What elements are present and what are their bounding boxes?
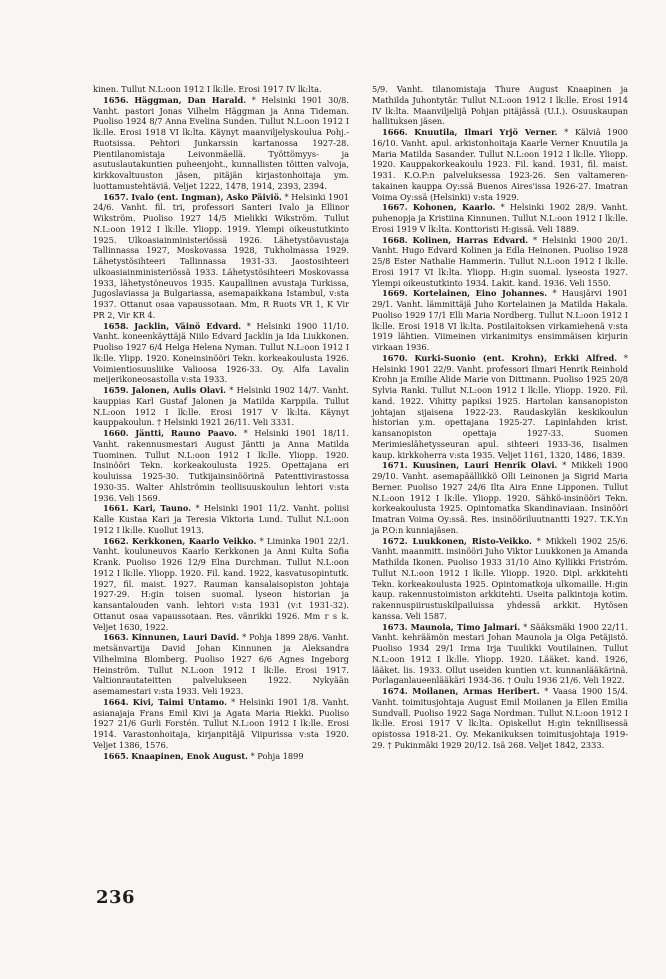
entry-text: * Hausjärvi 1901 29/1. Vanht. lämmittäjä Juho Kortelainen ja Matilda Hakala. Puoliso 1929 17/1 Elli Maria Nordberg. Tullut N.L:oon 1912 I lk:lle. Erosi 1918 VI lk:lta. Postilaitoksen virkamiehenä v:sta 1919 lähtien. Viimeinen virkanimitys ensimmäisen kirjurin virkaan 1936. [372, 288, 629, 352]
entry [93, 751, 349, 762]
entry-number: 1664. [103, 696, 129, 707]
entry-head: Kurki-Suonio (ent. Krohn), Erkki Alfred. [414, 352, 618, 363]
entry-number: 1659. [103, 385, 129, 395]
entry-number: 1656. [103, 94, 129, 105]
entry-text: * Sääksmäki 1900 22/11. Vanht. kehräämön mestari Johan Maunola ja Olga Petäjistö. Puoliso 1934 29/1 Irma Irja Tuulikki Voutilainen. Tullut N.L:oon 1912 I lk:lle. Yliopp. 1920. Lääket. kand. 1926, lääket. lis. 1933. Ollut useiden kuntien v.t. kunnanlääkärinä. Porlaganlaueenlääkäri 1934-36. † Oulu 1936 21/6. Veli 1922. [372, 621, 628, 686]
entry-text: * Helsinki 1901 30/8. Vanht. pastori Jonas Vilhelm Häggman ja Anna Tideman. Puoliso 1924 8/7 Anna Evelina Sunden. Tullut N.L:oon 1912 I lk:lle. Erosi 1918 VI lk:lta. Käynyt maanviljelyskoulua Pohj.-Ruotsissa. Pehtori Junkarssin kartanossa 1927-28. Pientilanomistaja Leivonmäellä. Työttömyys- ja asutuslautakuntien puheenjoht., kunnallisten töitten valvoja, kirkkovaltuuston jäsen, pitäjän kirjastonhoitaja ym. luottamustehtäviä. Veljet 1222, 1478, 1914, 2393, 2394. [93, 94, 349, 191]
entry [93, 428, 349, 503]
entry-head: Knaapinen, Enok August. [131, 750, 248, 761]
entry-head: Jacklin, Väinö Edvard. [134, 320, 242, 331]
entry-continuation [372, 84, 628, 127]
entry-number: 1665. [103, 750, 129, 761]
entry [93, 95, 349, 192]
entry-text: * Helsinki 1902 14/7. Vanht. kauppias Karl Gustaf Jalonen ja Matilda Karppila. Tullut N.L:oon 1912 I lk:lle. Erosi 1917 V lk:lta. Käynyt kauppakoulun. † Helsinki 1921 26/11. Veli 3331. [93, 385, 349, 428]
entry [372, 622, 628, 687]
entry-head: Moilanen, Armas Heribert. [412, 686, 540, 696]
entry-number: 1660. [103, 428, 129, 438]
entry [372, 353, 628, 461]
entry-head: Ivalo (ent. Ingman), Asko Päiviö. [131, 191, 282, 202]
entry-text: 5/9. Vanht. tilanomistaja Thure August Knaapinen ja Mathilda Juhontytär. Tullut N.L:oon 1912 I lk:lle. Erosi 1914 IV lk:lta. Maanviljelijä Pohjan pitäjässä (U.I.). Osuuskaupan hallituksen jäsen. [372, 84, 628, 127]
entry-head: Kuusinen, Lauri Henrik Olavi. [412, 460, 558, 471]
entry-head: Kari, Tauno. [133, 503, 192, 514]
entry-number: 1674. [382, 686, 408, 696]
entry [93, 697, 349, 751]
entry-number: 1662. [103, 535, 129, 546]
entry-text: * Helsinki 1901 18/11. Vanht. rakennusmestari August Jäntti ja Anna Matilda Tuominen. Tullut N.L:oon 1912 I lk:lle. Yliopp. 1920. Insinööri Tekn. korkeakoulusta 1925. Opettajana eri kouluissa 1925-30. Tutkijainsinöörinä Patenttivirastossa 1930-35. Walter Ahlströmin teollisuuskoulun lehtori v:sta 1936. Veli 1569. [93, 428, 350, 503]
entry-head: Häggman, Dan Harald. [134, 94, 247, 105]
entry-text: * Vaasa 1900 15/4. Vanht. toimitusjohtaja August Emil Moilanen ja Ellen Emilia Sundvall. Puoliso 1922 Saga Nordman. Tullut N.L:oon 1912 I lk:lle. Erosi 1917 V lk:lta. Opiskellut H:gin teknillisessä opistossa 1918-21. Oy. Mekanikuksen toimitusjohtaja 1919-29. † Pukinmäki 1929 20/12. Isä 268. Veljet 1842, 2333. [372, 686, 629, 750]
entry-head: Kerkkonen, Kaarlo Veikko. [131, 535, 257, 546]
entry-number: 1672. [382, 535, 408, 546]
entry-text: * Helsinki 1901 1/8. Vanht. asianajaja Frans Emil Kivi ja Agata Maria Riekki. Puoliso 1927 21/6 Gurli Forstén. Tullut N.L:oon 1912 I lk:lle. Erosi 1914. Varastonhoitaja, kirjanpitäjä Viipurissa v:sta 1920. Veljet 1386, 1576. [93, 696, 350, 750]
entry-text: * Helsinki 1901 22/9. Vanht. professori Ilmari Henrik Reinhold Krohn ja Emilie Alide Marie von Dittmann. Puoliso 1925 20/8 Sylvia Ranki. Tullut N.L:oon 1912 I lk:lle. Yliopp. 1920. Fil. kand. 1922. Vihitty papiksi 1925. Hartolan kansanopiston johtajan sijaisena 1922-23. Raudaskylän keskikoulun historian y.m. opettajana 1925-27. Lapinlahden krist. kansanopiston opettaja 1927-33. Suomen Merimieslähetysseuran apul. sihteeri 1933-36, Iisalmen kaup. kirkkoherra v:sta 1935. Veljet 1161, 1320, 1486, 1839. [372, 352, 628, 460]
entry-text: * Helsinki 1901 11/2. Vanht. poliisi Kalle Kustaa Kari ja Teresia Viktoria Lund. Tullut N.L:oon 1912 I lk:lle. Kuollut 1913. [93, 503, 349, 535]
left-column [93, 84, 349, 761]
entry-text: * Liminka 1901 22/1. Vanht. kouluneuvos Kaarlo Kerkkonen ja Anni Kulta Sofia Krank. Puoliso 1926 12/9 Elna Durchman. Tullut N.L:oon 1912 I lk:lle. Yliopp. 1920. Fil. kand. 1922, kasvatusopintutk. 1927, fil. maist. 1927. Rauman kansalaisopiston johtaja 1927-29. H:gin toisen suomal. lyseon historian ja kansantalouden vanh. lehtori v:sta 1931 (v:t 1931-32). Ottanut osaa vapaussotaan. Res. vänrikki 1926. Mm r s k. Veljet 1630, 1922. [93, 535, 350, 632]
entry-head: Kinnunen, Lauri David. [131, 632, 240, 643]
entry-number: 1673. [382, 621, 408, 632]
entry-text: * Helsinki 1900 20/1. Vanht. Hugo Edvard Kolinen ja Edla Heinonen. Puoliso 1928 25/8 Ester Nathalie Hammerin. Tullut N.L:oon 1912 I lk:lle. Erosi 1917 VI lk:lta. Yliopp. H:gin suomal. lyseosta 1927. Ylempi oikeustutkinto 1934. Lakit. kand. 1936. Veli 1550. [372, 234, 628, 288]
right-column [372, 84, 628, 751]
entry [93, 536, 349, 633]
entry-number: 1669. [382, 288, 408, 299]
entry-head: Kolinen, Harras Edvard. [412, 234, 529, 245]
entry-head: Knuutila, Ilmari Yrjö Verner. [414, 127, 558, 137]
entry-number: 1663. [103, 632, 129, 643]
entry-number: 1657. [103, 191, 129, 202]
entry-head: Jäntti, Rauno Paavo. [135, 428, 237, 438]
entry [93, 632, 349, 697]
entry-continuation [93, 84, 349, 95]
entry [93, 385, 349, 428]
entry-head: Kohonen, Kaarlo. [412, 202, 496, 213]
entry-head: Kortelainen, Eino Johannes. [412, 288, 548, 299]
entry [372, 235, 628, 289]
entry-text: * Helsinki 1902 28/9. Vanht. puhenopja ja Kristiina Kinnunen. Tullut N.L:oon 1912 I lk:lle. Erosi 1919 V lk:lta. Konttoristi H:gissä. Veli 1889. [372, 202, 628, 234]
entry [372, 460, 628, 535]
entry-number: 1668. [382, 234, 408, 245]
entry [93, 321, 349, 386]
entry-text: * Pohja 1899 [250, 750, 304, 761]
entry [93, 192, 349, 321]
entry-head: Maunola, Timo Jalmari. [410, 621, 521, 632]
entry-text: kinen. Tullut N.L:oon 1912 I lk:lle. Erosi 1917 IV lk:lta. [93, 84, 322, 94]
entry-number: 1667. [382, 202, 408, 213]
page-number: 236 [96, 887, 136, 908]
entry-number: 1670. [382, 352, 408, 363]
entry-number: 1671. [382, 460, 408, 471]
entry [372, 288, 628, 353]
entry-text: * Helsinki 1900 11/10. Vanht. koneenkäyttäjä Niilo Edvard Jacklin ja Ida Liukkonen. Puoliso 1927 6/4 Helga Helena Nyman. Tullut N.L:oon 1912 I lk:lle. Ylipp. 1920. Koneinsinööri Tekn. korkeakoulusta 1926. Voimientiosuusliike Valioosa 1926-33. Oy. Alfa Lavalin meijerikoneosastolla v:sta 1933. [93, 320, 349, 385]
entry-number: 1658. [103, 320, 129, 331]
entry [372, 127, 628, 202]
entry-head: Jalonen, Aulis Olavi. [131, 385, 227, 395]
entry-head: Kivi, Taimi Untamo. [132, 696, 227, 707]
entry-text: * Kälviä 1900 16/10. Vanht. apul. arkistonhoitaja Kaarle Verner Knuutila ja Maria Matilda Sasander. Tullut N.L:oon 1912 I lk:lle. Yliopp. 1920. Kauppakorkeakoulu 1923. Fil. kand. 1931, fil. maist. 1931. K.O.P:n palveluksessa 1923-26. Sen valtameren-takainen kauppa Oy:ssä Buenos Aires'issa 1926-27. Imatran Voima Oy:ssä (Helsinki) v:sta 1929. [372, 127, 629, 202]
entry [372, 536, 628, 622]
entry [93, 503, 349, 535]
entry [372, 202, 628, 234]
entry-number: 1661. [103, 503, 129, 514]
entry-text: * Mikkeli 1902 25/6. Vanht. maanmitt. insinööri Juho Viktor Luukkonen ja Amanda Mathilda Ikonen. Puoliso 1933 31/10 Aino Kyllikki Fristróm. Tullut N.L:oon 1912 I lk:lle. Yliopp. 1920. Dipl. arkkitehti Tekn. korkeakoulusta 1925. Opintomatkoja ulkomaille. H:gin kaup. rakennustoimiston arkkitehti. Useita palkintoja kotim. rakennuspiirustuskilpailuissa yhdessä arkkit. Hytösen kanssa. Veli 1587. [372, 535, 629, 621]
entry-text: * Pohja 1899 28/6. Vanht. metsänvartija David Johan Kinnunen ja Aleksandra Vilhelmina Blomberg. Puoliso 1927 6/6 Agnes Ingeborg Heinström. Tullut N.L:oon 1912 I lk:lle. Erosi 1917. Valtionrautateitten palvelukseen 1922. Nykyään asemamestari v:sta 1933. Veli 1923. [93, 632, 350, 696]
entry-text: * Helsinki 1901 24/6. Vanht. fil. tri, professori Santeri Ivalo ja Ellinor Wikström. Puoliso 1927 14/5 Mielikki Wikström. Tullut N.L:oon 1912 I lk:lle. Yliopp. 1919. Ylempi oikeustutkinto 1925. Ulkoasiainministeriössä 1926. Lähetystöavustaja Tallinnassa 1927, Moskovassa 1928, Tukholmassa 1929. Lähetystösihteeri Tallinnassa 1931-33. Jaostosihteeri ulkoasiainministeriössä 1933. Lähetystösihteeri Moskovassa 1933, lähetystöneuvos 1935. Kaupallinen avustaja Turkissa, Jugoslaviassa ja Bulgariassa, asemapaikkana Istambul, v:sta 1937. Ottanut osaa vapaussotaan. Mm, R Ruots VR 1, K Vir PR 2, Vir KR 4. [93, 191, 349, 320]
entry-head: Luukkonen, Risto-Veikko. [412, 535, 532, 546]
entry-text: * Mikkeli 1900 29/10. Vanht. asemapäällikkö Olli Leinonen ja Sigrid Maria Berner. Puoliso 1927 24/6 Ilta Aira Enne Lipponen. Tullut N.L:oon 1912 I lk:lle. Yliopp. 1920. Sähkö-insinööri Tekn. korkeakoulusta 1925. Opintomatka Skandinaviaan. Insinööri Imatran Voima Oy:ssä. Res. insinööriluutnantti 1927. T.K.Y:n ja P.O:n kunniajäsen. [372, 460, 628, 535]
entry [372, 686, 628, 751]
entry-number: 1666. [382, 127, 408, 137]
